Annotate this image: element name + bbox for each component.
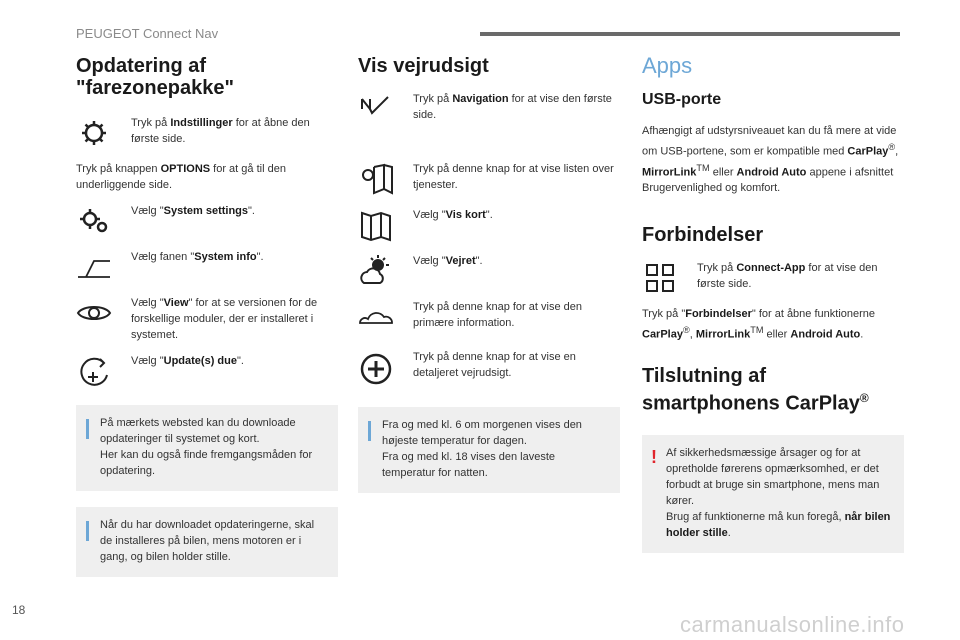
info-text: Her kan du også finde fremgangsmåden for opdatering. (100, 449, 313, 477)
warning-text-2 (666, 509, 892, 541)
column-apps (642, 55, 904, 553)
step-text: Tryk på denne knap for at vise en detaljeret vejrudsigt. (413, 351, 576, 379)
mirrorlink-label: MirrorLink (642, 166, 697, 179)
section-title-apps: Apps (642, 53, 693, 78)
step-bold: Vejret (445, 255, 476, 267)
step-text: ". (248, 205, 255, 217)
step-text: ". (256, 251, 264, 263)
step-bold: System info (194, 251, 257, 263)
registered-mark: ® (682, 325, 690, 336)
warning-icon: ! (651, 446, 657, 467)
trademark-mark: TM (696, 162, 710, 173)
info-box-temperature (358, 407, 620, 493)
info-bar-icon (368, 421, 371, 441)
connections-bold: Forbindelser (685, 308, 752, 321)
android-auto-label: Android Auto (736, 166, 807, 179)
column-update-danger-zone (76, 55, 338, 577)
intro-text: for at gå til den underliggende side. (76, 163, 286, 191)
step-bold: Update(s) due (163, 355, 237, 367)
step-text: Tryk på denne knap for at vise listen over tjenester. (413, 163, 614, 191)
android-auto-label: Android Auto (790, 328, 861, 341)
step-view (76, 295, 338, 343)
map-icon (358, 207, 394, 243)
step-text: Tryk på (413, 93, 453, 105)
step-text: Vælg " (413, 209, 446, 221)
page-number: 18 (12, 603, 26, 617)
mirrorlink-label: MirrorLink (695, 328, 751, 341)
step-system-info (76, 249, 338, 285)
step-text: for at vise den første side. (697, 262, 878, 291)
step-updates-due (76, 353, 338, 389)
header-rule (480, 32, 900, 36)
step-system-settings (76, 203, 338, 239)
navigation-icon (358, 91, 394, 127)
separator-text: eller (763, 328, 791, 341)
step-text: Vælg " (131, 355, 164, 367)
trademark-mark: TM (750, 325, 764, 336)
step-text: Tryk på (697, 262, 737, 275)
usb-text: appene i afsnittet Brugervenlighed og komfort. (642, 166, 894, 195)
gears-icon (76, 203, 112, 239)
step-show-map (358, 207, 620, 243)
step-text: Vælg " (413, 255, 446, 267)
section-title-update: Opdatering af "farezonepakke" (76, 55, 234, 99)
step-text: Tryk på denne knap for at vise den primære information. (413, 301, 582, 329)
gear-icon (76, 115, 112, 151)
step-primary-info (358, 299, 620, 335)
warning-text: Af sikkerhedsmæssige årsager og for at opretholde førerens opmærksomhed, er det forbudt at bruge sin smartphone, mens man kører. (666, 446, 880, 507)
step-text: Vælg " (131, 205, 164, 217)
step-bold: Navigation (452, 93, 509, 105)
weather-icon (358, 253, 394, 289)
info-text: Fra og med kl. 18 vises den laveste temperatur for natten. (382, 451, 556, 479)
info-box-download (76, 405, 338, 491)
step-text: for at vise den første side. (413, 93, 612, 121)
watermark: carmanualsonline.info (680, 612, 905, 637)
subsection-title-usb: USB-porte (642, 91, 722, 108)
warning-text: Brug af funktionerne må kun foregå, (666, 510, 845, 523)
info-bar-icon (86, 419, 89, 439)
update-icon (76, 353, 112, 389)
section-title-carplay (642, 365, 904, 415)
step-text: ". (485, 209, 493, 221)
warning-bold: når bilen holder stille (666, 510, 891, 539)
section-title-weather: Vis vejrudsigt (358, 55, 489, 77)
step-settings (76, 115, 338, 151)
warning-text: . (727, 526, 731, 539)
separator-text: , (895, 145, 899, 158)
step-bold: Connect-App (736, 262, 806, 275)
step-services (358, 161, 620, 197)
info-text: Fra og med kl. 6 om morgenen vises den højeste temperatur for dagen. (382, 419, 582, 447)
conn-text: . (860, 328, 864, 341)
step-text: " for at se versionen for de forskellige moduler, der er installeret i systemet. (131, 297, 318, 341)
usb-text: Afhængigt af udstyrsniveauet kan du få mere at vide om USB-portene, som er kompatible med (642, 125, 897, 158)
intro-paragraph (76, 161, 338, 193)
map-settings-icon (358, 161, 394, 197)
tab-icon (76, 249, 112, 285)
step-text: ". (236, 355, 244, 367)
step-weather (358, 253, 620, 289)
separator-text: eller (709, 166, 737, 179)
step-text: Vælg " (131, 297, 164, 309)
warning-box-safety (642, 435, 904, 553)
carplay-title-text: Tilslutning af smartphonens CarPlay (642, 364, 860, 415)
conn-text: " for at åbne funktionerne (751, 308, 876, 321)
step-connect-app (642, 260, 904, 296)
step-bold: System settings (163, 205, 249, 217)
cloud-outline-icon (358, 299, 394, 335)
column-weather (358, 55, 620, 493)
step-text: Tryk på (131, 117, 171, 129)
step-navigation (358, 91, 620, 127)
section-title-connections: Forbindelser (642, 224, 764, 247)
info-text: På mærkets websted kan du downloade opdateringer til systemet og kort. (100, 417, 296, 445)
eye-icon (76, 295, 112, 331)
separator-text: , (689, 328, 696, 341)
apps-grid-icon (642, 260, 678, 296)
step-detailed (358, 349, 620, 385)
step-text: for at åbne den første side. (131, 117, 310, 145)
registered-mark: ® (888, 142, 896, 152)
header-title: PEUGEOT Connect Nav (76, 26, 219, 41)
intro-text: Tryk på knappen (76, 163, 161, 175)
usb-paragraph (642, 123, 904, 196)
step-bold: View (163, 297, 189, 309)
conn-text: Tryk på " (642, 308, 686, 321)
registered-mark: ® (859, 390, 869, 405)
plus-circle-icon (358, 349, 394, 385)
carplay-label: CarPlay (847, 145, 889, 158)
step-bold: Indstillinger (170, 117, 233, 129)
carplay-label: CarPlay (642, 328, 683, 341)
info-text: Når du har downloadet opdateringerne, skal de installeres på bilen, mens motoren er i gang, og bilen holder stille. (100, 519, 315, 563)
step-bold: Vis kort (445, 209, 486, 221)
step-text: Vælg fanen " (131, 251, 195, 263)
info-box-install (76, 507, 338, 577)
connections-paragraph (642, 306, 904, 343)
intro-bold: OPTIONS (160, 163, 211, 175)
info-bar-icon (86, 521, 89, 541)
step-text: ". (475, 255, 483, 267)
